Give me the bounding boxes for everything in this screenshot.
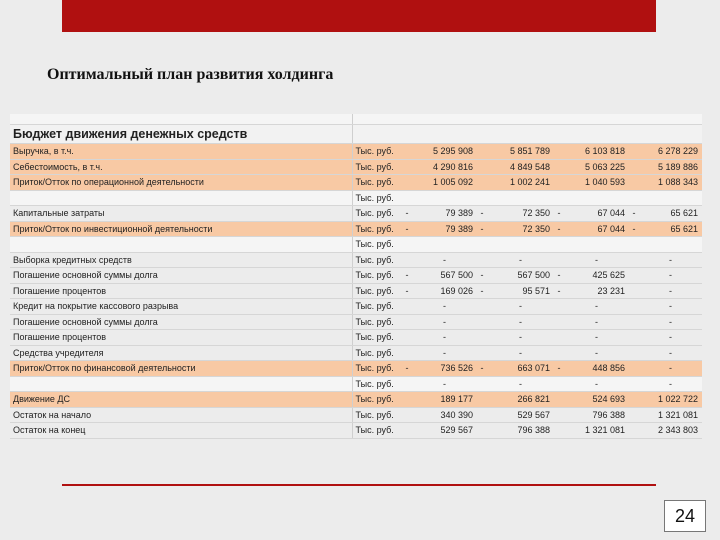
table-row: [10, 283, 702, 299]
table-row: [10, 221, 702, 237]
cell-sign: -: [554, 221, 564, 237]
cell-sign: [629, 190, 639, 206]
row-label: [10, 237, 352, 253]
cell-sign: -: [554, 206, 564, 222]
cash-flow-table: [10, 114, 702, 439]
cell-sign: [554, 423, 564, 439]
cell-value: -: [412, 252, 477, 268]
cell-value: -: [639, 299, 702, 315]
cell-value: 448 856: [564, 361, 629, 377]
cell-sign: [477, 299, 487, 315]
cell-sign: [477, 175, 487, 191]
cell-value: 169 026: [412, 283, 477, 299]
cell-sign: -: [554, 361, 564, 377]
cell-value: -: [639, 314, 702, 330]
cell-value: -: [639, 268, 702, 284]
cell-sign: [477, 407, 487, 423]
cell-sign: [402, 330, 412, 346]
row-label: Погашение процентов: [10, 330, 352, 346]
cell-sign: [554, 345, 564, 361]
cell-sign: [402, 392, 412, 408]
cell-sign: [477, 392, 487, 408]
row-unit: Тыс. руб.: [352, 299, 402, 315]
row-unit: Тыс. руб.: [352, 407, 402, 423]
table-row: [10, 190, 702, 206]
cell-sign: [629, 392, 639, 408]
cell-sign: [554, 392, 564, 408]
cell-sign: [477, 252, 487, 268]
cell-value: 65 621: [639, 206, 702, 222]
cell-sign: [554, 237, 564, 253]
cell-sign: [629, 268, 639, 284]
cell-value: -: [564, 345, 629, 361]
row-label: [10, 376, 352, 392]
row-unit: Тыс. руб.: [352, 237, 402, 253]
cell-sign: [402, 299, 412, 315]
cell-sign: -: [554, 283, 564, 299]
cell-value: -: [564, 330, 629, 346]
cell-value: 340 390: [412, 407, 477, 423]
cell-sign: [629, 237, 639, 253]
cell-sign: -: [554, 268, 564, 284]
cell-sign: [554, 159, 564, 175]
cell-sign: [554, 330, 564, 346]
cell-value: [639, 190, 702, 206]
cell-value: 524 693: [564, 392, 629, 408]
cell-value: [639, 237, 702, 253]
cell-sign: [629, 330, 639, 346]
table-header-row: [10, 125, 702, 144]
table-row: [10, 299, 702, 315]
cell-value: -: [412, 376, 477, 392]
row-unit: Тыс. руб.: [352, 361, 402, 377]
cell-sign: [554, 314, 564, 330]
cell-sign: -: [629, 221, 639, 237]
row-unit: Тыс. руб.: [352, 221, 402, 237]
table-row: [10, 345, 702, 361]
cell-value: 72 350: [487, 206, 554, 222]
cell-value: 266 821: [487, 392, 554, 408]
cell-sign: [402, 423, 412, 439]
cell-sign: [402, 407, 412, 423]
cell-sign: -: [477, 361, 487, 377]
row-unit: Тыс. руб.: [352, 314, 402, 330]
cell-sign: [629, 159, 639, 175]
cell-sign: -: [402, 268, 412, 284]
cell-value: -: [564, 252, 629, 268]
cell-value: [412, 237, 477, 253]
cell-value: 79 389: [412, 206, 477, 222]
table-row: [10, 330, 702, 346]
row-unit: Тыс. руб.: [352, 283, 402, 299]
cell-value: 95 571: [487, 283, 554, 299]
cell-sign: [477, 330, 487, 346]
cell-value: -: [487, 299, 554, 315]
row-unit: Тыс. руб.: [352, 423, 402, 439]
cell-sign: -: [477, 283, 487, 299]
bottom-accent-line: [62, 484, 656, 486]
cell-value: 23 231: [564, 283, 629, 299]
cell-value: 2 343 803: [639, 423, 702, 439]
cell-value: 796 388: [564, 407, 629, 423]
cell-sign: [629, 345, 639, 361]
cell-sign: [402, 144, 412, 160]
row-label: [10, 190, 352, 206]
cell-value: 1 321 081: [564, 423, 629, 439]
row-label: Выручка, в т.ч.: [10, 144, 352, 160]
cell-sign: [477, 144, 487, 160]
cell-value: 5 189 886: [639, 159, 702, 175]
cell-value: -: [487, 314, 554, 330]
cell-value: -: [639, 376, 702, 392]
row-label: Остаток на начало: [10, 407, 352, 423]
row-label: Остаток на конец: [10, 423, 352, 439]
cell-value: 567 500: [412, 268, 477, 284]
cell-sign: [402, 237, 412, 253]
cell-value: 4 849 548: [487, 159, 554, 175]
cell-value: [487, 237, 554, 253]
row-unit: Тыс. руб.: [352, 268, 402, 284]
row-label: Средства учредителя: [10, 345, 352, 361]
cell-value: 567 500: [487, 268, 554, 284]
cell-value: 736 526: [412, 361, 477, 377]
cell-sign: -: [402, 283, 412, 299]
cell-value: -: [412, 299, 477, 315]
cell-value: -: [639, 252, 702, 268]
row-label: Приток/Отток по финансовой деятельности: [10, 361, 352, 377]
cell-sign: [554, 299, 564, 315]
row-label: Движение ДС: [10, 392, 352, 408]
cell-sign: [477, 376, 487, 392]
cell-sign: [629, 175, 639, 191]
cell-sign: [629, 376, 639, 392]
cell-sign: [554, 190, 564, 206]
row-label: Погашение основной суммы долга: [10, 268, 352, 284]
cell-value: -: [412, 345, 477, 361]
cell-value: 663 071: [487, 361, 554, 377]
cell-value: 529 567: [412, 423, 477, 439]
cell-sign: [629, 299, 639, 315]
cell-sign: -: [477, 268, 487, 284]
cell-value: 72 350: [487, 221, 554, 237]
table-row: [10, 361, 702, 377]
cell-value: 1 002 241: [487, 175, 554, 191]
row-unit: Тыс. руб.: [352, 206, 402, 222]
cell-sign: [477, 237, 487, 253]
row-unit: Тыс. руб.: [352, 376, 402, 392]
cell-sign: [629, 423, 639, 439]
cell-value: 6 103 818: [564, 144, 629, 160]
cell-value: 1 040 593: [564, 175, 629, 191]
cell-sign: [629, 144, 639, 160]
cell-sign: [629, 314, 639, 330]
cell-value: 4 290 816: [412, 159, 477, 175]
cell-value: -: [564, 376, 629, 392]
cell-value: 67 044: [564, 221, 629, 237]
cell-sign: [629, 407, 639, 423]
cell-sign: [554, 252, 564, 268]
row-label: Приток/Отток по инвестиционной деятельности: [10, 221, 352, 237]
table-row: [10, 392, 702, 408]
table-row: [10, 407, 702, 423]
row-unit: Тыс. руб.: [352, 345, 402, 361]
row-label: Кредит на покрытие кассового разрыва: [10, 299, 352, 315]
cell-value: 1 022 722: [639, 392, 702, 408]
cell-value: 5 851 789: [487, 144, 554, 160]
cell-value: -: [639, 330, 702, 346]
cell-sign: [629, 283, 639, 299]
cell-sign: [477, 423, 487, 439]
cell-sign: [402, 190, 412, 206]
table-row: [10, 268, 702, 284]
cell-sign: -: [629, 206, 639, 222]
cell-sign: [402, 252, 412, 268]
page-number: 24: [664, 500, 706, 532]
row-label: Выборка кредитных средств: [10, 252, 352, 268]
cell-value: -: [639, 345, 702, 361]
cell-sign: [554, 376, 564, 392]
cell-value: -: [487, 376, 554, 392]
row-unit: Тыс. руб.: [352, 252, 402, 268]
cell-sign: [477, 345, 487, 361]
cell-value: 79 389: [412, 221, 477, 237]
cell-value: 1 088 343: [639, 175, 702, 191]
cell-sign: [554, 175, 564, 191]
row-unit: Тыс. руб.: [352, 159, 402, 175]
row-unit: Тыс. руб.: [352, 190, 402, 206]
cell-value: -: [487, 330, 554, 346]
table-row: [10, 252, 702, 268]
table-row: [10, 175, 702, 191]
table-heading: Бюджет движения денежных средств: [10, 125, 352, 144]
cell-value: 6 278 229: [639, 144, 702, 160]
cell-value: 529 567: [487, 407, 554, 423]
row-label: Погашение процентов: [10, 283, 352, 299]
cell-value: -: [487, 345, 554, 361]
table-row: [10, 206, 702, 222]
top-accent-bar: [62, 0, 656, 32]
row-label: Себестоимость, в т.ч.: [10, 159, 352, 175]
cell-value: [564, 190, 629, 206]
table-row: [10, 376, 702, 392]
cell-sign: [477, 314, 487, 330]
cell-sign: -: [402, 361, 412, 377]
cell-sign: [629, 361, 639, 377]
cell-value: [487, 190, 554, 206]
table-row: [10, 159, 702, 175]
cell-sign: [477, 159, 487, 175]
cell-sign: [402, 175, 412, 191]
cash-flow-table-container: [10, 114, 702, 439]
cell-value: -: [564, 314, 629, 330]
cell-value: 189 177: [412, 392, 477, 408]
cell-value: -: [639, 283, 702, 299]
cell-value: [564, 237, 629, 253]
cell-value: -: [639, 361, 702, 377]
cell-value: -: [487, 252, 554, 268]
cell-sign: [402, 314, 412, 330]
table-row: [10, 423, 702, 439]
cell-value: [412, 190, 477, 206]
cell-sign: [554, 407, 564, 423]
cell-value: -: [412, 314, 477, 330]
table-row: [10, 144, 702, 160]
row-unit: Тыс. руб.: [352, 330, 402, 346]
row-unit: Тыс. руб.: [352, 392, 402, 408]
cell-sign: -: [402, 221, 412, 237]
cell-value: -: [412, 330, 477, 346]
cell-value: 67 044: [564, 206, 629, 222]
row-label: Капитальные затраты: [10, 206, 352, 222]
cell-sign: -: [477, 221, 487, 237]
row-label: Погашение основной суммы долга: [10, 314, 352, 330]
cell-value: 1 321 081: [639, 407, 702, 423]
cell-sign: -: [477, 206, 487, 222]
cell-value: 796 388: [487, 423, 554, 439]
cell-value: 1 005 092: [412, 175, 477, 191]
row-unit: Тыс. руб.: [352, 144, 402, 160]
cell-sign: [629, 252, 639, 268]
cell-sign: [477, 190, 487, 206]
table-row: [10, 237, 702, 253]
cell-value: 5 295 908: [412, 144, 477, 160]
table-row: [10, 314, 702, 330]
row-unit: Тыс. руб.: [352, 175, 402, 191]
cell-sign: -: [402, 206, 412, 222]
cell-sign: [402, 159, 412, 175]
row-label: Приток/Отток по операционной деятельности: [10, 175, 352, 191]
cell-value: 425 625: [564, 268, 629, 284]
cell-sign: [402, 345, 412, 361]
cell-value: -: [564, 299, 629, 315]
cell-sign: [402, 376, 412, 392]
cell-sign: [554, 144, 564, 160]
slide-title: Оптимальный план развития холдинга: [47, 66, 334, 83]
cell-value: 5 063 225: [564, 159, 629, 175]
table-top-row: [10, 114, 702, 125]
cell-value: 65 621: [639, 221, 702, 237]
